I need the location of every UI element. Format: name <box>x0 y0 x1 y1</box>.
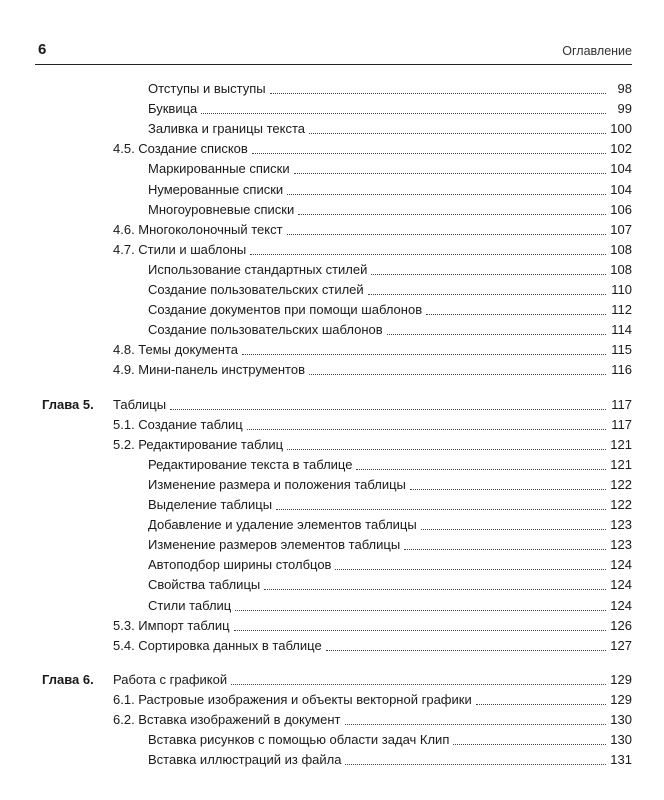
toc-entry-title: Изменение размеров элементов таблицы <box>148 537 401 553</box>
toc-entry <box>0 139 664 159</box>
dot-leader <box>426 313 606 315</box>
toc-entry <box>0 750 664 770</box>
dot-leader <box>326 649 606 651</box>
toc-entry-title: 5.2. Редактирование таблиц <box>113 436 284 452</box>
toc-entry <box>0 240 664 260</box>
toc-entry-title: 4.7. Стили и шаблоны <box>113 241 247 257</box>
toc-entry <box>0 596 664 616</box>
toc-entry-page: 124 <box>610 557 632 573</box>
toc-entry <box>0 555 664 575</box>
toc-entry <box>0 415 664 435</box>
toc-entry-page: 107 <box>610 221 632 237</box>
dot-leader <box>234 629 606 631</box>
toc-entry-title: 4.8. Темы документа <box>113 342 239 358</box>
toc-entry-page: 121 <box>610 436 632 452</box>
toc-entry-page: 121 <box>610 456 632 472</box>
toc-entry-title: 4.6. Многоколоночный текст <box>113 221 283 237</box>
page-header <box>35 40 632 65</box>
toc-entry-page: 126 <box>610 617 632 633</box>
dot-leader <box>368 293 606 295</box>
toc-entry-title: 4.9. Мини-панель инструментов <box>113 362 305 378</box>
toc-entry-title: Многоуровневые списки <box>148 201 295 217</box>
dot-leader <box>247 428 606 430</box>
toc-entry <box>0 119 664 139</box>
toc-entry <box>0 710 664 730</box>
toc-entry-page: 110 <box>611 282 632 297</box>
toc-entry <box>0 535 664 555</box>
toc-entry-page: 108 <box>610 261 632 277</box>
toc-entry-page: 112 <box>611 302 632 318</box>
toc-entry-title: Выделение таблицы <box>148 497 273 512</box>
toc-entry-page: 108 <box>610 241 632 257</box>
dot-leader <box>298 213 606 215</box>
running-title: Оглавление <box>562 44 632 58</box>
toc-entry-title: Создание документов при помощи шаблонов <box>148 302 423 318</box>
toc-entry <box>0 320 664 340</box>
toc-entry-title: Добавление и удаление элементов таблицы <box>148 517 417 533</box>
toc-entry <box>0 730 664 750</box>
toc-entry-title: 5.1. Создание таблиц <box>113 416 243 432</box>
toc-entry <box>0 690 664 710</box>
toc-entry-title: Редактирование текста в таблице <box>148 456 353 472</box>
toc-chapter-entry <box>0 670 664 690</box>
toc-entry-page: 98 <box>617 81 632 96</box>
toc-entry-title: Вставка рисунков с помощью области задач Клип <box>148 732 450 748</box>
toc-entry-title: Использование стандартных стилей <box>148 261 368 277</box>
toc-entry <box>0 475 664 495</box>
toc-entry <box>0 99 664 119</box>
toc-entry <box>0 575 664 595</box>
dot-leader <box>356 468 606 470</box>
toc-chapter-entry <box>0 395 664 415</box>
dot-leader <box>371 273 606 275</box>
toc-entry-page: 122 <box>610 476 632 492</box>
toc-entry-page: 131 <box>610 752 632 768</box>
toc-entry-page: 124 <box>610 577 632 593</box>
toc-entry-page: 130 <box>610 712 632 727</box>
toc-entry-page: 115 <box>611 342 632 358</box>
toc-entry-title: 6.1. Растровые изображения и объекты векторной графики <box>113 691 472 707</box>
toc-entry-title: Нумерованные списки <box>148 181 284 197</box>
toc-entry-title: 4.5. Создание списков <box>113 141 248 157</box>
toc-entry-page: 129 <box>610 691 632 707</box>
toc-entry-page: 100 <box>610 121 632 137</box>
toc-entry <box>0 435 664 455</box>
toc-entry-title: Создание пользовательских шаблонов <box>148 322 383 338</box>
toc-entry-page: 123 <box>610 517 632 533</box>
dot-leader <box>345 763 606 765</box>
toc-entry <box>0 300 664 320</box>
toc-entry <box>0 636 664 656</box>
toc-entry-title: Создание пользовательских стилей <box>148 282 364 297</box>
dot-leader <box>387 333 606 335</box>
toc-entry <box>0 455 664 475</box>
toc-entry-page: 122 <box>610 497 632 512</box>
dot-leader <box>410 488 606 490</box>
toc-entry-title: Заливка и границы текста <box>148 121 305 137</box>
toc-entry-title: Вставка иллюстраций из файла <box>148 752 342 768</box>
toc-entry-title: Стили таблиц <box>148 597 232 613</box>
dot-leader <box>201 112 606 114</box>
dot-leader <box>476 703 606 705</box>
toc-entry-page: 104 <box>610 161 632 177</box>
dot-leader <box>264 588 606 590</box>
toc-entry-title: Свойства таблицы <box>148 577 261 593</box>
page-number: 6 <box>38 41 47 58</box>
toc-entry-page: 130 <box>610 732 632 748</box>
dot-leader <box>276 508 606 510</box>
toc-entry-title: Автоподбор ширины столбцов <box>148 557 332 573</box>
toc-entry-page: 117 <box>611 416 632 432</box>
dot-leader <box>404 548 606 550</box>
toc-entry <box>0 340 664 360</box>
toc-entry-title: Изменение размера и положения таблицы <box>148 476 406 492</box>
toc-entry <box>0 200 664 220</box>
toc-entry-title: Отступы и выступы <box>148 81 266 96</box>
dot-leader <box>287 233 606 235</box>
toc-entry <box>0 616 664 636</box>
dot-leader <box>242 353 606 355</box>
dot-leader <box>421 528 606 530</box>
toc-entry-title: Буквица <box>148 101 198 117</box>
dot-leader <box>287 193 606 195</box>
dot-leader <box>335 568 606 570</box>
dot-leader <box>231 683 606 685</box>
toc-entry-page: 124 <box>610 597 632 613</box>
toc-entry <box>0 159 664 179</box>
dot-leader <box>250 253 606 255</box>
toc-entry <box>0 220 664 240</box>
toc-entry-title: 6.2. Вставка изображений в документ <box>113 712 341 727</box>
toc-entry-page: 117 <box>611 396 632 412</box>
toc-entry-page: 114 <box>611 322 632 338</box>
toc-entry-page: 102 <box>610 141 632 157</box>
toc-entry <box>0 280 664 300</box>
dot-leader <box>309 132 606 134</box>
toc-entry-title: Работа с графикой <box>113 671 228 687</box>
toc-entry-title: 5.4. Сортировка данных в таблице <box>113 637 322 653</box>
dot-leader <box>345 723 607 725</box>
toc-entry-page: 129 <box>610 671 632 687</box>
toc-entry-title: 5.3. Импорт таблиц <box>113 617 230 633</box>
toc-entry-title: Маркированные списки <box>148 161 290 177</box>
toc-entry <box>0 79 664 99</box>
toc-entry <box>0 495 664 515</box>
dot-leader <box>235 609 606 611</box>
dot-leader <box>287 448 606 450</box>
dot-leader <box>270 92 606 94</box>
dot-leader <box>294 172 606 174</box>
toc-entry-page: 116 <box>611 362 632 378</box>
toc-entry-title: Таблицы <box>113 396 167 412</box>
toc-entry-page: 99 <box>617 101 632 117</box>
dot-leader <box>453 743 606 745</box>
dot-leader <box>252 152 606 154</box>
toc-entry <box>0 180 664 200</box>
toc-entry-page: 104 <box>610 181 632 197</box>
dot-leader <box>170 408 606 410</box>
toc-entry-page: 127 <box>610 637 632 653</box>
toc-entry <box>0 260 664 280</box>
toc-entry-page: 106 <box>610 201 632 217</box>
toc-entry-page: 123 <box>610 537 632 553</box>
toc-chapter-label: Глава 6. <box>42 671 94 687</box>
toc-entry <box>0 360 664 380</box>
toc-chapter-label: Глава 5. <box>42 396 94 412</box>
toc-entry <box>0 515 664 535</box>
dot-leader <box>309 373 606 375</box>
